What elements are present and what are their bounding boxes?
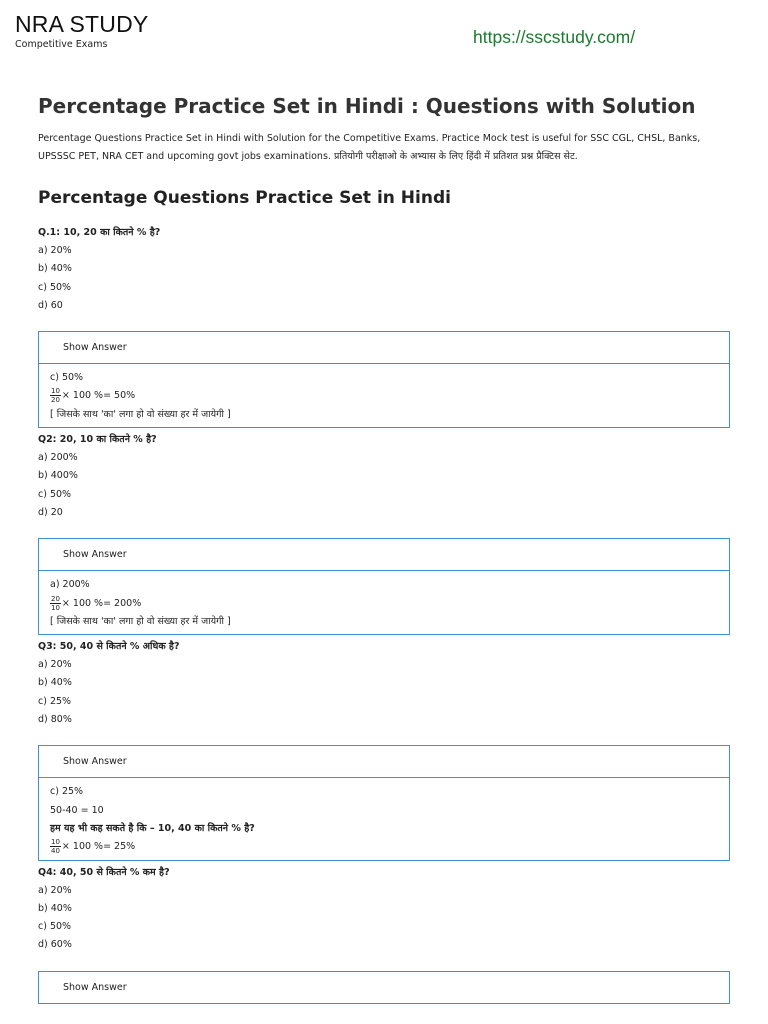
option: b) 40% bbox=[38, 263, 72, 275]
fraction: $\frac{20}{10}$ bbox=[51, 594, 60, 612]
option: d) 20 bbox=[38, 506, 63, 518]
answer-choice: c) 25% bbox=[50, 786, 84, 798]
answer-calculation: $\frac{10}{20}$ × 100 %= 50% bbox=[51, 387, 136, 405]
option: c) 50% bbox=[38, 281, 72, 293]
option: d) 60% bbox=[38, 939, 72, 951]
option: a) 20% bbox=[38, 245, 72, 256]
options-list-4 bbox=[38, 882, 730, 955]
answer-body-3 bbox=[39, 778, 729, 859]
answer-body-2 bbox=[39, 571, 729, 634]
site-brand[interactable] bbox=[15, 10, 148, 50]
article bbox=[38, 92, 730, 1004]
answer-note: [ जिसके साथ 'का' लगा हो वो संख्या हर में जायेगी ] bbox=[50, 408, 231, 420]
option: b) 400% bbox=[38, 470, 78, 482]
answer-note: [ जिसके साथ 'का' लगा हो वो संख्या हर में जायेगी ] bbox=[50, 615, 231, 627]
option: d) 60 bbox=[38, 299, 63, 311]
options-list-3 bbox=[38, 656, 730, 729]
option: c) 50% bbox=[38, 488, 72, 500]
fraction: $\frac{10}{40}$ bbox=[51, 838, 60, 856]
answer-choice: a) 200% bbox=[50, 579, 90, 591]
show-answer-button[interactable]: Show Answer bbox=[63, 981, 127, 993]
site-tagline: Competitive Exams bbox=[15, 39, 108, 50]
show-answer-button[interactable]: Show Answer bbox=[39, 332, 729, 364]
option: c) 50% bbox=[38, 921, 72, 933]
options-list-2 bbox=[38, 449, 730, 522]
question-3: Q3: 50, 40 से कितने % अधिक है? bbox=[38, 641, 180, 653]
options-list-1 bbox=[38, 242, 730, 315]
answer-calculation: $\frac{10}{40}$ × 100 %= 25% bbox=[51, 838, 136, 856]
answer-calculation: $\frac{20}{10}$ × 100 %= 200% bbox=[51, 594, 142, 612]
option: a) 20% bbox=[38, 659, 72, 671]
option: b) 40% bbox=[38, 677, 72, 689]
intro-paragraph: Percentage Questions Practice Set in Hindi with Solution for the Competitive Exams. Practice Mock test is useful for SSC CGL, CHSL, Banks, UPSSSC PET, NRA CET and upcoming govt jobs examinations. प्रतियोगी परीक्षाओ के अभ्यास के लिए हिंदी में प्रतिशत प्रश्न प्रैक्टिस सेट. bbox=[38, 133, 701, 162]
option: b) 40% bbox=[38, 902, 72, 914]
fraction: $\frac{10}{20}$ bbox=[51, 387, 60, 405]
answer-restatement: हम यह भी कह सकते है कि – 10, 40 का कितने % है? bbox=[50, 822, 255, 834]
option: d) 80% bbox=[38, 714, 72, 726]
answer-step: 50-40 = 10 bbox=[50, 804, 104, 816]
site-title[interactable]: NRA STUDY bbox=[15, 11, 149, 37]
question-4: Q4: 40, 50 से कितने % कम है? bbox=[38, 866, 170, 878]
option: c) 25% bbox=[38, 695, 72, 707]
question-1: Q.1: 10, 20 का कितने % है? bbox=[38, 227, 161, 238]
option: a) 20% bbox=[38, 884, 72, 896]
show-answer-button[interactable]: Show Answer bbox=[39, 539, 729, 571]
answer-box-3 bbox=[38, 745, 730, 860]
answer-box-4 bbox=[38, 971, 730, 1004]
page-title: Percentage Practice Set in Hindi : Questions with Solution bbox=[38, 94, 696, 118]
answer-choice: c) 50% bbox=[50, 372, 84, 384]
answer-body-1 bbox=[39, 364, 729, 427]
show-answer-button[interactable]: Show Answer bbox=[39, 746, 729, 778]
answer-box-2 bbox=[38, 538, 730, 635]
answer-box-1 bbox=[38, 331, 730, 428]
option: a) 200% bbox=[38, 452, 78, 464]
question-2: Q2: 20, 10 का कितने % है? bbox=[38, 434, 157, 446]
section-heading: Percentage Questions Practice Set in Hindi bbox=[38, 188, 451, 208]
site-url-link[interactable]: https://sscstudy.com/ bbox=[473, 27, 636, 47]
